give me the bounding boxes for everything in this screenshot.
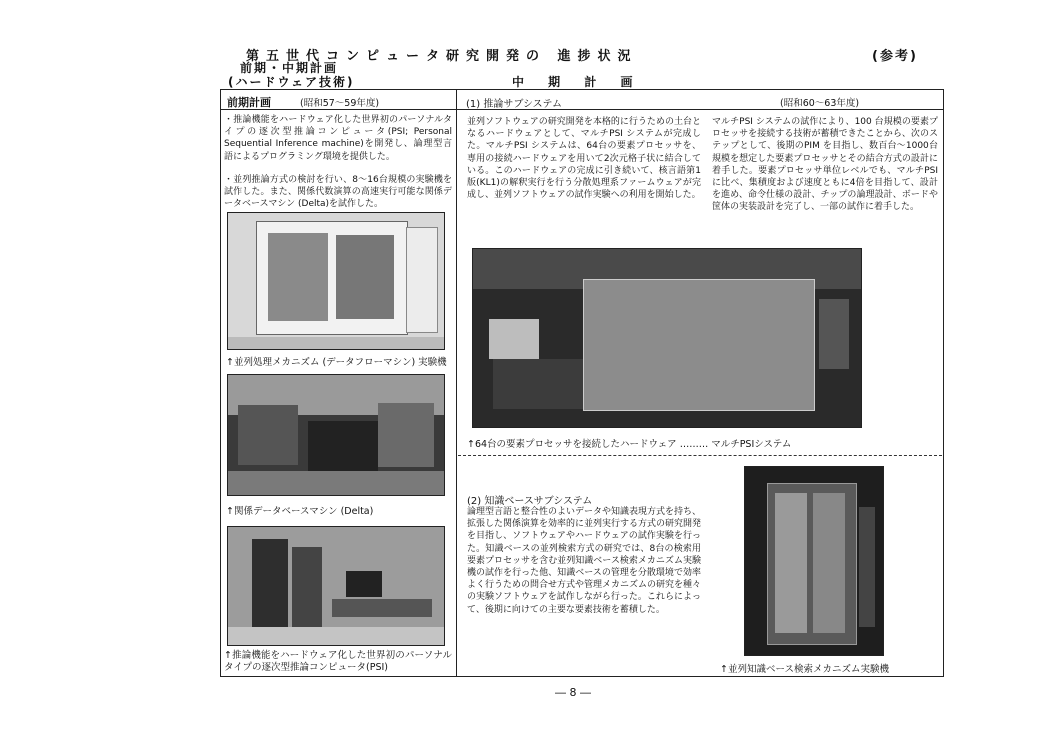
left-period: (昭和57〜59年度): [300, 98, 380, 109]
psi-caption: ↑推論機能をハードウェア化した世界初のパーソナルタイプの逐次型推論コンピュータ(PSI): [224, 650, 452, 673]
column-divider: [456, 89, 457, 677]
inference-text-col2: マルチPSI システムの試作により、100 台規模の要素プロセッサを接続する技術が蓄積できたことから、次のステップとして、後期のPIM を目指し、数百台〜1000台規模を想定した要素プロセッサとその結合方式の設計に着手した。要素プロセッサ単位レベルでも、マルチPSI に比べ、集積度および速度ともに4倍を目指して、設計を進め、命令仕様の設計、チップの論理設計、ボードや筐体の実装設計を完了し、一部の試作に着手した。: [712, 117, 938, 213]
left-heading: 前期計画: [227, 96, 271, 109]
inference-subsystem-heading: (1) 推論サブシステム: [466, 99, 562, 110]
dataflow-machine-photo: [227, 212, 445, 350]
subtitle-period: 前期・中期計画: [240, 61, 339, 75]
page-title: 第五世代コンピュータ研究開発の 進捗状況: [246, 49, 638, 64]
center-heading: 中 期 計 画: [512, 75, 643, 89]
header-row-divider: [220, 109, 944, 110]
section-divider: [458, 455, 942, 456]
kb-machine-photo: [744, 466, 884, 656]
reference-mark: (参考): [872, 49, 918, 64]
inference-text-col1: 並列ソフトウェアの研究開発を本格的に行うための土台となるハードウェアとして、マルチPSI システムが完成した。マルチPSI システムは、64台の要素プロセッサを、専用の接続ハードウェアを用いて2次元格子状に結合している。このハードウェアの完成に引き続いて、核言語第1版(KL1)の解釈実行を行う分散処理系ファームウェアが完成し、並列ソフトウェアの試作実験への利用を開始した。: [467, 117, 701, 201]
left-paragraph-2: ・並列推論方式の検討を行い、8〜16台規模の実験機を試作した。また、関係代数演算の高速実行可能な関係データベースマシン (Delta)を試作した。: [224, 175, 452, 210]
delta-caption: ↑関係データベースマシン (Delta): [226, 506, 374, 517]
dataflow-caption: ↑並列処理メカニズム (データフローマシン) 実験機: [226, 357, 447, 368]
psi-machine-photo: [227, 526, 445, 646]
left-paragraph-1: ・推論機能をハードウェア化した世界初のパーソナルタイプの逐次型推論コンピュータ(PSI; Personal Sequential Inference machine)を開発し、論理型言語によるプログラミング環境を提供した。: [224, 115, 452, 162]
subtitle-topic: (ハードウェア技術): [228, 75, 355, 89]
kb-caption: ↑並列知識ベース検索メカニズム実験機: [720, 664, 889, 675]
knowledge-base-heading: (2) 知識ベースサブシステム: [467, 496, 593, 507]
delta-machine-photo: [227, 374, 445, 496]
knowledge-base-text: 論理型言語と整合性のよいデータや知識表現方式を持ち、拡張した関係演算を効率的に並列実行する方式の研究開発を目指し、ソフトウェアやハードウェアの試作実験を行った。知識ベースの並列検索方式の研究では、8台の検索用要素プロセッサを含む並列知識ベース検索メカニズム実験機の試作を行った他、知識ベースの管理を分散環境で効率よく行うための問合せ方式や管理メカニズムの研究を種々の実験ソフトウェアを試作しながら行った。これらによって、後期に向けての主要な要素技術を蓄積した。: [467, 507, 702, 615]
page-number: ― 8 ―: [555, 686, 591, 699]
multi-psi-caption: ↑64台の要素プロセッサを接続したハードウェア ……… マルチPSIシステム: [467, 439, 792, 450]
right-period: (昭和60〜63年度): [780, 98, 860, 109]
multi-psi-photo: [472, 248, 862, 428]
